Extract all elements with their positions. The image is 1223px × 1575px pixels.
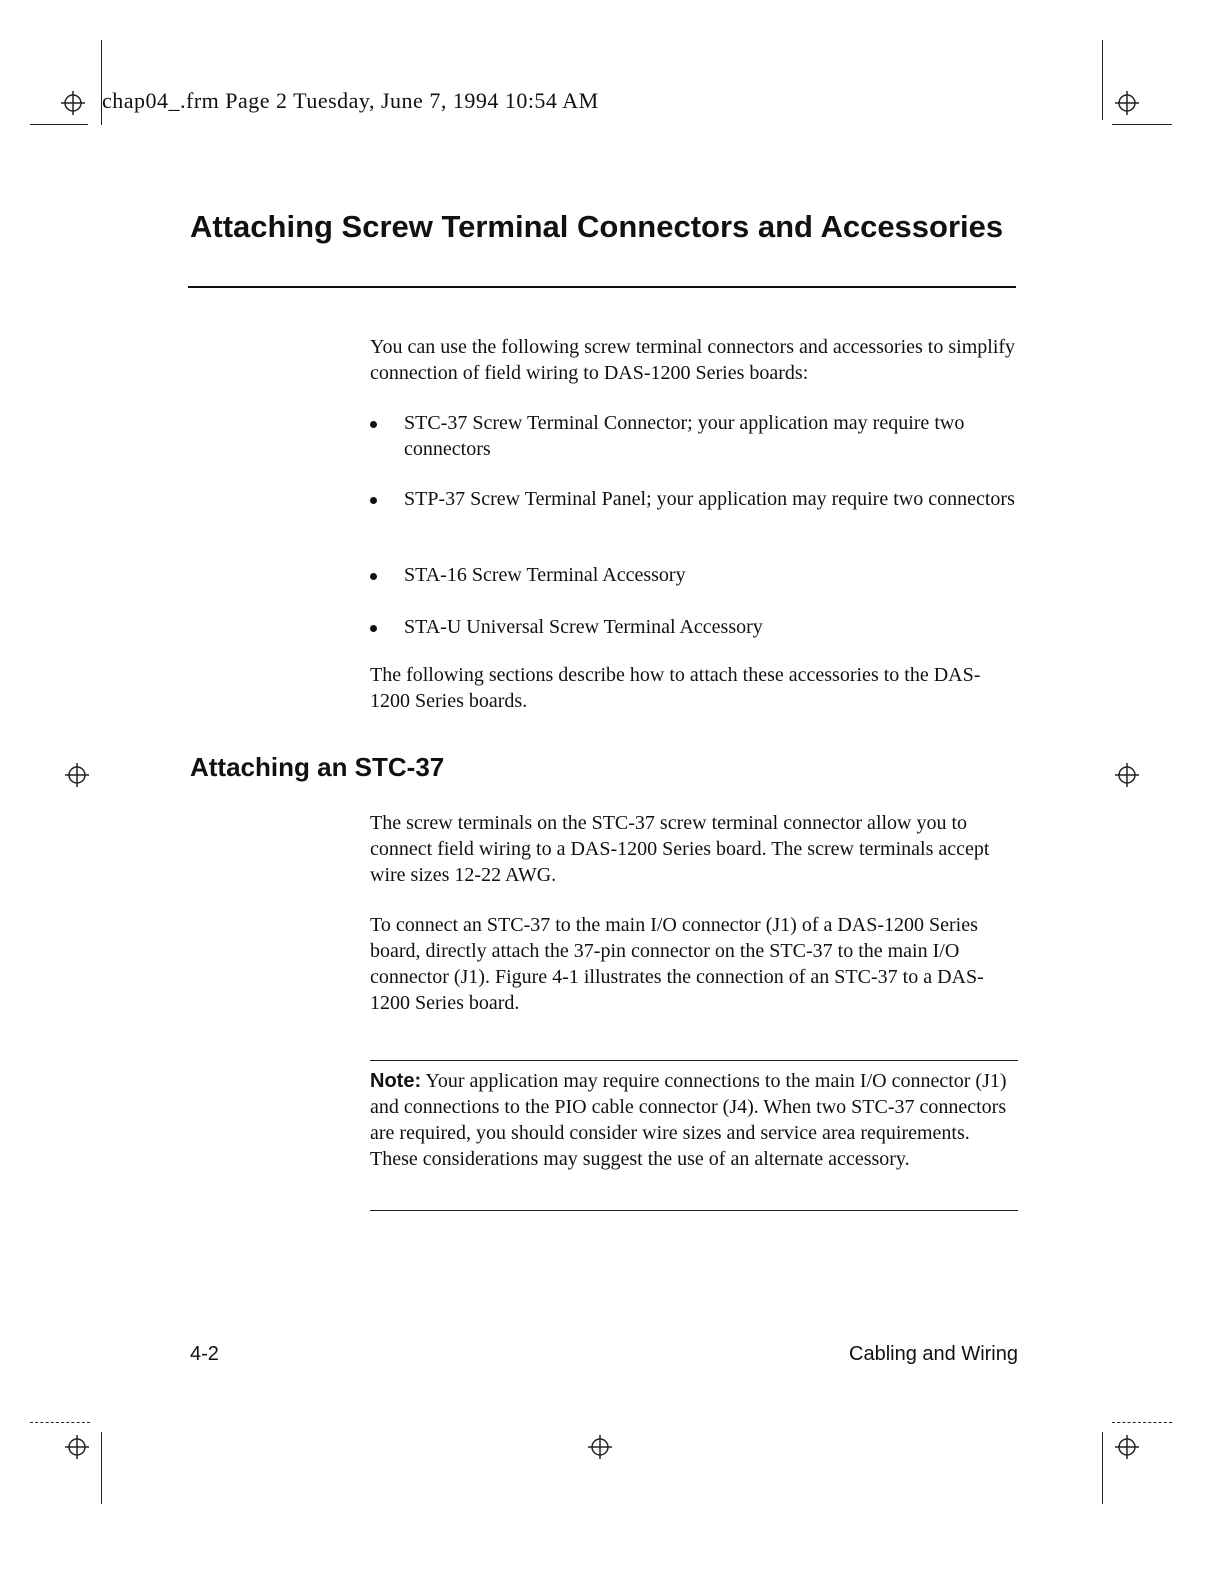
note-label: Note: bbox=[370, 1070, 422, 1092]
registration-mark-icon bbox=[62, 760, 92, 790]
subsection-paragraph bbox=[370, 912, 1018, 1016]
note-paragraph bbox=[370, 1068, 1018, 1172]
chapter-title: Cabling and Wiring bbox=[849, 1343, 1018, 1365]
page-title: Attaching Screw Terminal Connectors and Accessories bbox=[190, 209, 1004, 244]
note-text: Your application may require connections to the main I/O connector (J1) and connections to the PIO cable connector (J4). When two STC-37 connectors are required, you should consider wire sizes and service area requirements. These considerations may suggest the use of an alternate accessory. bbox=[370, 1070, 1007, 1170]
crop-line bbox=[1112, 1422, 1172, 1423]
crop-line bbox=[1102, 1432, 1103, 1504]
intro-paragraph bbox=[370, 334, 1018, 386]
paragraph-text: The screw terminals on the STC-37 screw terminal connector allow you to connect field wiring to a DAS-1200 Series board. The screw terminals accept wire sizes 12-22 AWG. bbox=[370, 812, 990, 886]
title-rule bbox=[188, 286, 1016, 288]
registration-mark-icon bbox=[1112, 760, 1142, 790]
outro-paragraph bbox=[370, 662, 1018, 714]
intro-text: You can use the following screw terminal connectors and accessories to simplify connection of field wiring to DAS-1200 Series boards: bbox=[370, 336, 1016, 384]
crop-line bbox=[30, 124, 88, 125]
page-number: 4-2 bbox=[190, 1343, 219, 1365]
note-top-rule bbox=[370, 1060, 1018, 1061]
outro-text: The following sections describe how to attach these accessories to the DAS-1200 Series boards. bbox=[370, 664, 981, 712]
list-item-text: STA-16 Screw Terminal Accessory bbox=[404, 564, 686, 586]
bullet-icon bbox=[370, 573, 377, 580]
subsection-paragraph bbox=[370, 810, 1018, 888]
section-heading: Attaching an STC-37 bbox=[190, 752, 445, 782]
crop-line bbox=[1102, 40, 1103, 120]
bullet-icon bbox=[370, 421, 377, 428]
list-item-text: STP-37 Screw Terminal Panel; your application may require two connectors bbox=[404, 488, 1015, 510]
registration-mark-icon bbox=[585, 1432, 615, 1462]
registration-mark-icon bbox=[62, 1432, 92, 1462]
crop-line bbox=[30, 1422, 90, 1423]
note-block bbox=[370, 1068, 1018, 1172]
crop-line bbox=[1112, 124, 1172, 125]
bullet-icon bbox=[370, 625, 377, 632]
note-bottom-rule bbox=[370, 1210, 1018, 1211]
list-item-text: STC-37 Screw Terminal Connector; your application may require two connectors bbox=[404, 412, 965, 460]
paragraph-text: To connect an STC-37 to the main I/O connector (J1) of a DAS-1200 Series board, directly attach the 37-pin connector on the STC-37 to the main I/O connector (J1). Figure 4-1 illustrates the connection of an STC-37 to a DAS-1200 Series board. bbox=[370, 914, 984, 1014]
registration-mark-icon bbox=[1112, 88, 1142, 118]
crop-line bbox=[101, 1432, 102, 1504]
bullet-icon bbox=[370, 497, 377, 504]
registration-mark-icon bbox=[58, 88, 88, 118]
print-header: chap04_.frm Page 2 Tuesday, June 7, 1994 10:54 AM bbox=[102, 88, 599, 113]
list-item-text: STA-U Universal Screw Terminal Accessory bbox=[404, 616, 763, 638]
registration-mark-icon bbox=[1112, 1432, 1142, 1462]
